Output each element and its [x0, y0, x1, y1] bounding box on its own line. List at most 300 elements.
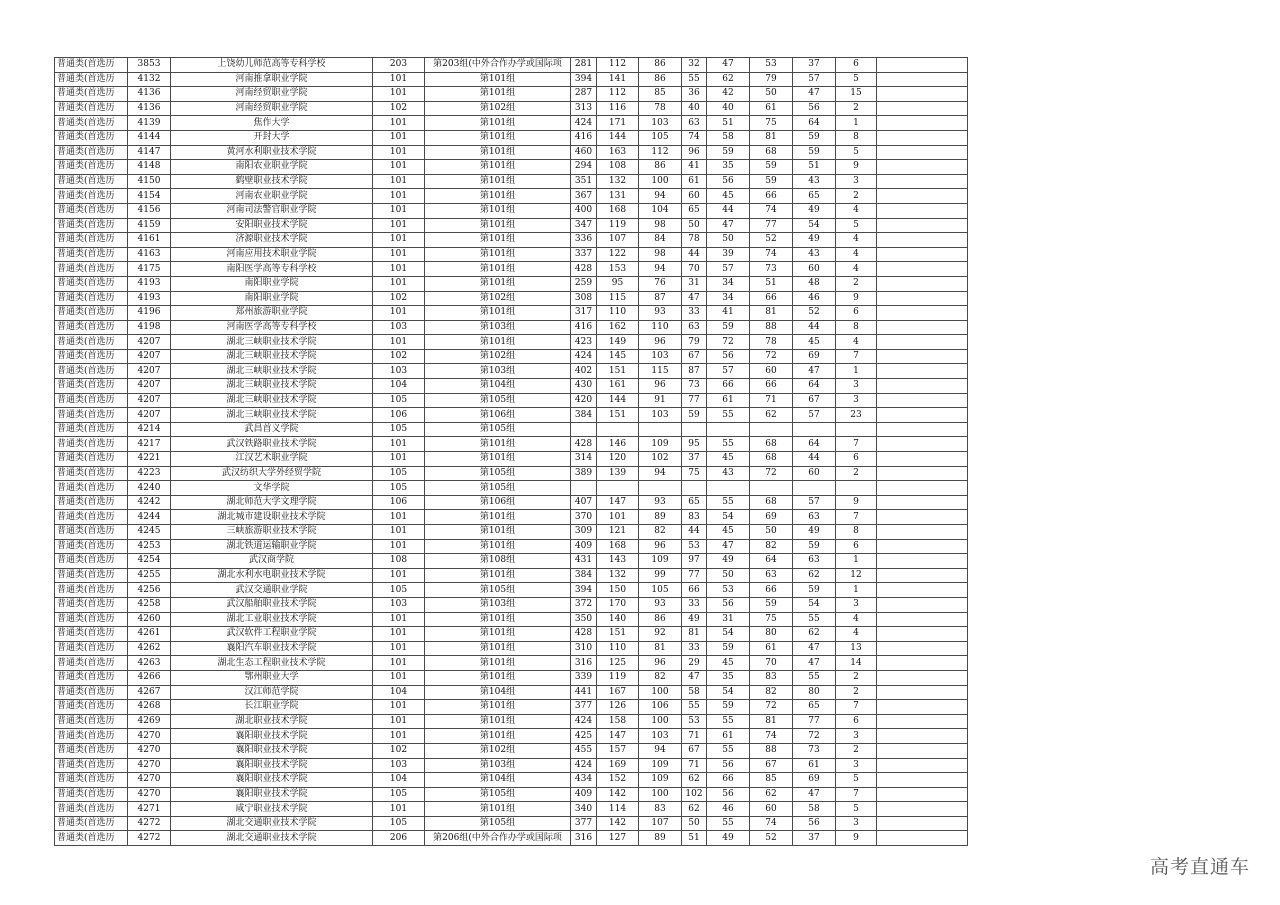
group-code-cell: 101 — [373, 714, 425, 729]
category-cell: 普通类(首选历 — [55, 233, 128, 248]
value-cell: 63 — [793, 554, 836, 569]
school-name-cell: 南阳医学高等专科学校 — [171, 262, 373, 277]
value-cell: 1 — [836, 583, 877, 598]
school-code-cell: 4207 — [128, 364, 171, 379]
category-cell: 普通类(首选历 — [55, 700, 128, 715]
admission-score-table — [54, 57, 968, 846]
empty-cell — [877, 233, 968, 248]
school-name-cell: 河南农业职业学院 — [171, 189, 373, 204]
school-code-cell: 4242 — [128, 495, 171, 510]
table-row — [55, 685, 968, 700]
value-cell: 61 — [750, 101, 793, 116]
category-cell: 普通类(首选历 — [55, 816, 128, 831]
value-cell: 147 — [597, 729, 639, 744]
value-cell: 65 — [682, 203, 707, 218]
table-row — [55, 816, 968, 831]
group-code-cell: 105 — [373, 816, 425, 831]
empty-cell — [877, 203, 968, 218]
table-row — [55, 422, 968, 437]
group-name-cell: 第101组 — [425, 568, 571, 583]
value-cell: 86 — [639, 612, 682, 627]
category-cell: 普通类(首选历 — [55, 743, 128, 758]
empty-cell — [877, 408, 968, 423]
value-cell: 100 — [639, 714, 682, 729]
school-code-cell: 4136 — [128, 101, 171, 116]
value-cell: 3 — [836, 597, 877, 612]
category-cell: 普通类(首选历 — [55, 758, 128, 773]
value-cell: 72 — [750, 700, 793, 715]
school-code-cell: 4144 — [128, 130, 171, 145]
value-cell: 93 — [639, 306, 682, 321]
group-code-cell: 105 — [373, 466, 425, 481]
value-cell: 46 — [793, 291, 836, 306]
school-name-cell: 襄阳汽车职业技术学院 — [171, 641, 373, 656]
empty-cell — [877, 729, 968, 744]
value-cell: 62 — [682, 802, 707, 817]
school-name-cell: 湖北交通职业技术学院 — [171, 831, 373, 846]
value-cell: 45 — [707, 525, 750, 540]
value-cell: 49 — [793, 525, 836, 540]
value-cell: 110 — [597, 306, 639, 321]
school-code-cell: 4198 — [128, 320, 171, 335]
value-cell: 68 — [750, 495, 793, 510]
value-cell: 51 — [793, 160, 836, 175]
group-name-cell: 第106组 — [425, 408, 571, 423]
value-cell: 144 — [597, 130, 639, 145]
value-cell: 47 — [682, 670, 707, 685]
empty-cell — [877, 787, 968, 802]
school-code-cell: 4207 — [128, 335, 171, 350]
table-row — [55, 510, 968, 525]
value-cell: 60 — [682, 189, 707, 204]
category-cell: 普通类(首选历 — [55, 481, 128, 496]
group-name-cell: 第101组 — [425, 525, 571, 540]
value-cell: 4 — [836, 262, 877, 277]
value-cell: 71 — [682, 758, 707, 773]
score-cell: 351 — [571, 174, 597, 189]
value-cell: 34 — [707, 276, 750, 291]
value-cell: 103 — [639, 116, 682, 131]
value-cell: 2 — [836, 466, 877, 481]
score-cell: 347 — [571, 218, 597, 233]
table-row — [55, 379, 968, 394]
group-code-cell: 108 — [373, 554, 425, 569]
score-cell: 402 — [571, 364, 597, 379]
value-cell: 14 — [836, 656, 877, 671]
empty-cell — [877, 495, 968, 510]
watermark-text: 高考直通车 — [1149, 856, 1250, 878]
value-cell: 62 — [707, 72, 750, 87]
school-name-cell: 鄂州职业大学 — [171, 670, 373, 685]
table-row — [55, 700, 968, 715]
table-row — [55, 160, 968, 175]
school-name-cell: 汉江师范学院 — [171, 685, 373, 700]
score-cell: 259 — [571, 276, 597, 291]
score-cell: 455 — [571, 743, 597, 758]
value-cell: 51 — [750, 276, 793, 291]
group-name-cell: 第108组 — [425, 554, 571, 569]
score-cell: 316 — [571, 831, 597, 846]
category-cell: 普通类(首选历 — [55, 831, 128, 846]
value-cell: 60 — [750, 802, 793, 817]
value-cell: 147 — [597, 495, 639, 510]
value-cell: 49 — [707, 831, 750, 846]
school-code-cell: 4270 — [128, 773, 171, 788]
category-cell: 普通类(首选历 — [55, 685, 128, 700]
school-code-cell: 3853 — [128, 58, 171, 73]
value-cell: 127 — [597, 831, 639, 846]
value-cell: 81 — [639, 641, 682, 656]
value-cell: 171 — [597, 116, 639, 131]
group-code-cell: 104 — [373, 773, 425, 788]
value-cell: 153 — [597, 262, 639, 277]
school-code-cell: 4267 — [128, 685, 171, 700]
table-row — [55, 87, 968, 102]
group-code-cell: 101 — [373, 233, 425, 248]
value-cell: 8 — [836, 320, 877, 335]
value-cell: 152 — [597, 773, 639, 788]
value-cell: 66 — [750, 189, 793, 204]
value-cell: 35 — [707, 670, 750, 685]
school-name-cell: 湖北三峡职业技术学院 — [171, 408, 373, 423]
group-name-cell: 第106组 — [425, 495, 571, 510]
school-name-cell: 湖北生态工程职业技术学院 — [171, 656, 373, 671]
empty-cell — [877, 349, 968, 364]
school-name-cell: 湖北城市建设职业技术学院 — [171, 510, 373, 525]
table-row — [55, 218, 968, 233]
school-name-cell: 湖北交通职业技术学院 — [171, 816, 373, 831]
score-cell: 441 — [571, 685, 597, 700]
score-cell: 310 — [571, 641, 597, 656]
group-code-cell: 103 — [373, 320, 425, 335]
school-name-cell: 黄河水利职业技术学院 — [171, 145, 373, 160]
value-cell: 95 — [682, 437, 707, 452]
value-cell: 63 — [793, 510, 836, 525]
value-cell — [707, 422, 750, 437]
school-code-cell: 4207 — [128, 393, 171, 408]
value-cell: 96 — [639, 656, 682, 671]
value-cell: 119 — [597, 670, 639, 685]
group-name-cell: 第105组 — [425, 422, 571, 437]
score-cell: 309 — [571, 525, 597, 540]
table-row — [55, 597, 968, 612]
empty-cell — [877, 612, 968, 627]
value-cell: 57 — [793, 408, 836, 423]
value-cell: 98 — [639, 247, 682, 262]
value-cell: 115 — [597, 291, 639, 306]
value-cell: 44 — [707, 203, 750, 218]
group-name-cell: 第105组 — [425, 816, 571, 831]
value-cell: 1 — [836, 554, 877, 569]
group-code-cell: 105 — [373, 583, 425, 598]
value-cell: 2 — [836, 685, 877, 700]
value-cell: 72 — [707, 335, 750, 350]
value-cell: 83 — [682, 510, 707, 525]
empty-cell — [877, 481, 968, 496]
table-row — [55, 145, 968, 160]
value-cell: 93 — [639, 597, 682, 612]
value-cell: 59 — [750, 174, 793, 189]
value-cell: 4 — [836, 335, 877, 350]
value-cell: 74 — [750, 247, 793, 262]
category-cell: 普通类(首选历 — [55, 130, 128, 145]
empty-cell — [877, 802, 968, 817]
value-cell: 77 — [682, 393, 707, 408]
score-cell: 416 — [571, 320, 597, 335]
empty-cell — [877, 379, 968, 394]
value-cell: 35 — [707, 160, 750, 175]
value-cell: 55 — [707, 408, 750, 423]
value-cell: 142 — [597, 787, 639, 802]
value-cell: 112 — [597, 58, 639, 73]
value-cell: 73 — [793, 743, 836, 758]
school-name-cell: 河南医学高等专科学校 — [171, 320, 373, 335]
school-code-cell: 4260 — [128, 612, 171, 627]
category-cell: 普通类(首选历 — [55, 320, 128, 335]
empty-cell — [877, 714, 968, 729]
school-code-cell: 4175 — [128, 262, 171, 277]
value-cell: 53 — [682, 539, 707, 554]
value-cell: 55 — [682, 700, 707, 715]
value-cell: 46 — [707, 802, 750, 817]
table-row — [55, 320, 968, 335]
table-row — [55, 276, 968, 291]
empty-cell — [877, 116, 968, 131]
group-code-cell: 101 — [373, 174, 425, 189]
value-cell: 141 — [597, 72, 639, 87]
value-cell: 78 — [750, 335, 793, 350]
value-cell: 52 — [750, 233, 793, 248]
value-cell: 54 — [793, 218, 836, 233]
table-row — [55, 291, 968, 306]
group-code-cell: 103 — [373, 364, 425, 379]
table-row — [55, 641, 968, 656]
value-cell: 34 — [707, 291, 750, 306]
value-cell: 81 — [750, 306, 793, 321]
value-cell: 9 — [836, 291, 877, 306]
empty-cell — [877, 627, 968, 642]
value-cell: 145 — [597, 349, 639, 364]
value-cell: 54 — [707, 685, 750, 700]
group-name-cell: 第101组 — [425, 276, 571, 291]
school-code-cell: 4272 — [128, 816, 171, 831]
empty-cell — [877, 306, 968, 321]
group-code-cell: 101 — [373, 627, 425, 642]
empty-cell — [877, 597, 968, 612]
school-name-cell: 襄阳职业技术学院 — [171, 729, 373, 744]
school-name-cell: 南阳农业职业学院 — [171, 160, 373, 175]
value-cell: 99 — [639, 568, 682, 583]
value-cell: 82 — [639, 525, 682, 540]
empty-cell — [877, 276, 968, 291]
value-cell: 50 — [707, 233, 750, 248]
table-row — [55, 189, 968, 204]
value-cell: 88 — [750, 743, 793, 758]
value-cell: 170 — [597, 597, 639, 612]
category-cell: 普通类(首选历 — [55, 408, 128, 423]
score-cell: 308 — [571, 291, 597, 306]
value-cell: 86 — [639, 72, 682, 87]
category-cell: 普通类(首选历 — [55, 189, 128, 204]
school-code-cell: 4207 — [128, 349, 171, 364]
score-cell — [571, 422, 597, 437]
score-cell: 384 — [571, 568, 597, 583]
category-cell: 普通类(首选历 — [55, 495, 128, 510]
value-cell: 109 — [639, 554, 682, 569]
value-cell: 67 — [793, 393, 836, 408]
value-cell: 92 — [639, 627, 682, 642]
value-cell: 55 — [707, 437, 750, 452]
empty-cell — [877, 189, 968, 204]
empty-cell — [877, 291, 968, 306]
value-cell: 168 — [597, 203, 639, 218]
school-code-cell: 4132 — [128, 72, 171, 87]
table-body — [55, 58, 968, 846]
value-cell: 98 — [639, 218, 682, 233]
school-name-cell: 河南经贸职业学院 — [171, 87, 373, 102]
score-cell: 314 — [571, 452, 597, 467]
category-cell: 普通类(首选历 — [55, 218, 128, 233]
school-code-cell: 4159 — [128, 218, 171, 233]
value-cell: 85 — [750, 773, 793, 788]
group-name-cell: 第101组 — [425, 700, 571, 715]
empty-cell — [877, 130, 968, 145]
value-cell: 79 — [750, 72, 793, 87]
school-code-cell: 4271 — [128, 802, 171, 817]
table-row — [55, 306, 968, 321]
value-cell: 139 — [597, 466, 639, 481]
value-cell: 56 — [707, 174, 750, 189]
empty-cell — [877, 700, 968, 715]
category-cell: 普通类(首选历 — [55, 58, 128, 73]
empty-cell — [877, 670, 968, 685]
table-row — [55, 539, 968, 554]
group-code-cell: 101 — [373, 262, 425, 277]
school-code-cell: 4244 — [128, 510, 171, 525]
value-cell: 7 — [836, 510, 877, 525]
category-cell: 普通类(首选历 — [55, 101, 128, 116]
table-row — [55, 802, 968, 817]
value-cell: 121 — [597, 525, 639, 540]
value-cell: 9 — [836, 831, 877, 846]
school-name-cell: 开封大学 — [171, 130, 373, 145]
score-cell: 394 — [571, 583, 597, 598]
group-name-cell: 第101组 — [425, 218, 571, 233]
empty-cell — [877, 262, 968, 277]
value-cell: 7 — [836, 349, 877, 364]
empty-cell — [877, 583, 968, 598]
value-cell: 66 — [750, 583, 793, 598]
table-row — [55, 203, 968, 218]
school-name-cell: 安阳职业技术学院 — [171, 218, 373, 233]
table-row — [55, 130, 968, 145]
category-cell: 普通类(首选历 — [55, 554, 128, 569]
table-row — [55, 349, 968, 364]
school-name-cell: 河南经贸职业学院 — [171, 101, 373, 116]
group-name-cell: 第105组 — [425, 393, 571, 408]
group-name-cell: 第103组 — [425, 758, 571, 773]
value-cell: 107 — [639, 816, 682, 831]
value-cell: 71 — [682, 729, 707, 744]
group-code-cell: 102 — [373, 291, 425, 306]
score-cell: 377 — [571, 816, 597, 831]
table-row — [55, 233, 968, 248]
score-cell: 460 — [571, 145, 597, 160]
table-row — [55, 670, 968, 685]
value-cell: 70 — [750, 656, 793, 671]
value-cell: 23 — [836, 408, 877, 423]
value-cell: 67 — [682, 743, 707, 758]
group-name-cell: 第104组 — [425, 773, 571, 788]
value-cell: 45 — [707, 452, 750, 467]
group-name-cell: 第105组 — [425, 583, 571, 598]
value-cell: 112 — [597, 87, 639, 102]
value-cell: 50 — [682, 218, 707, 233]
table-row — [55, 101, 968, 116]
category-cell: 普通类(首选历 — [55, 714, 128, 729]
value-cell: 43 — [793, 174, 836, 189]
table-row — [55, 495, 968, 510]
value-cell: 100 — [639, 787, 682, 802]
group-code-cell: 104 — [373, 379, 425, 394]
group-code-cell: 101 — [373, 189, 425, 204]
value-cell: 62 — [793, 568, 836, 583]
value-cell: 8 — [836, 130, 877, 145]
value-cell: 69 — [793, 349, 836, 364]
score-cell: 424 — [571, 349, 597, 364]
value-cell: 52 — [793, 306, 836, 321]
value-cell: 47 — [707, 58, 750, 73]
school-code-cell: 4254 — [128, 554, 171, 569]
value-cell: 66 — [750, 291, 793, 306]
school-code-cell: 4214 — [128, 422, 171, 437]
value-cell: 32 — [682, 58, 707, 73]
school-name-cell: 湖北职业技术学院 — [171, 714, 373, 729]
value-cell: 53 — [750, 58, 793, 73]
value-cell: 66 — [750, 379, 793, 394]
table-row — [55, 627, 968, 642]
value-cell: 49 — [682, 612, 707, 627]
school-code-cell: 4272 — [128, 831, 171, 846]
group-name-cell: 第101组 — [425, 87, 571, 102]
value-cell — [793, 481, 836, 496]
school-name-cell: 三峡旅游职业技术学院 — [171, 525, 373, 540]
value-cell: 59 — [793, 539, 836, 554]
school-code-cell: 4266 — [128, 670, 171, 685]
category-cell: 普通类(首选历 — [55, 525, 128, 540]
value-cell: 144 — [597, 393, 639, 408]
empty-cell — [877, 320, 968, 335]
value-cell: 49 — [793, 233, 836, 248]
empty-cell — [877, 72, 968, 87]
group-code-cell: 105 — [373, 481, 425, 496]
table-row — [55, 758, 968, 773]
group-name-cell: 第102组 — [425, 743, 571, 758]
score-cell: 336 — [571, 233, 597, 248]
school-name-cell: 湖北三峡职业技术学院 — [171, 349, 373, 364]
school-code-cell: 4223 — [128, 466, 171, 481]
group-name-cell: 第105组 — [425, 466, 571, 481]
school-name-cell: 南阳职业学院 — [171, 276, 373, 291]
value-cell: 66 — [707, 773, 750, 788]
school-name-cell: 襄阳职业技术学院 — [171, 773, 373, 788]
school-name-cell: 湖北工业职业技术学院 — [171, 612, 373, 627]
value-cell: 3 — [836, 729, 877, 744]
value-cell: 59 — [793, 145, 836, 160]
value-cell: 140 — [597, 612, 639, 627]
group-name-cell: 第101组 — [425, 262, 571, 277]
value-cell: 74 — [750, 729, 793, 744]
